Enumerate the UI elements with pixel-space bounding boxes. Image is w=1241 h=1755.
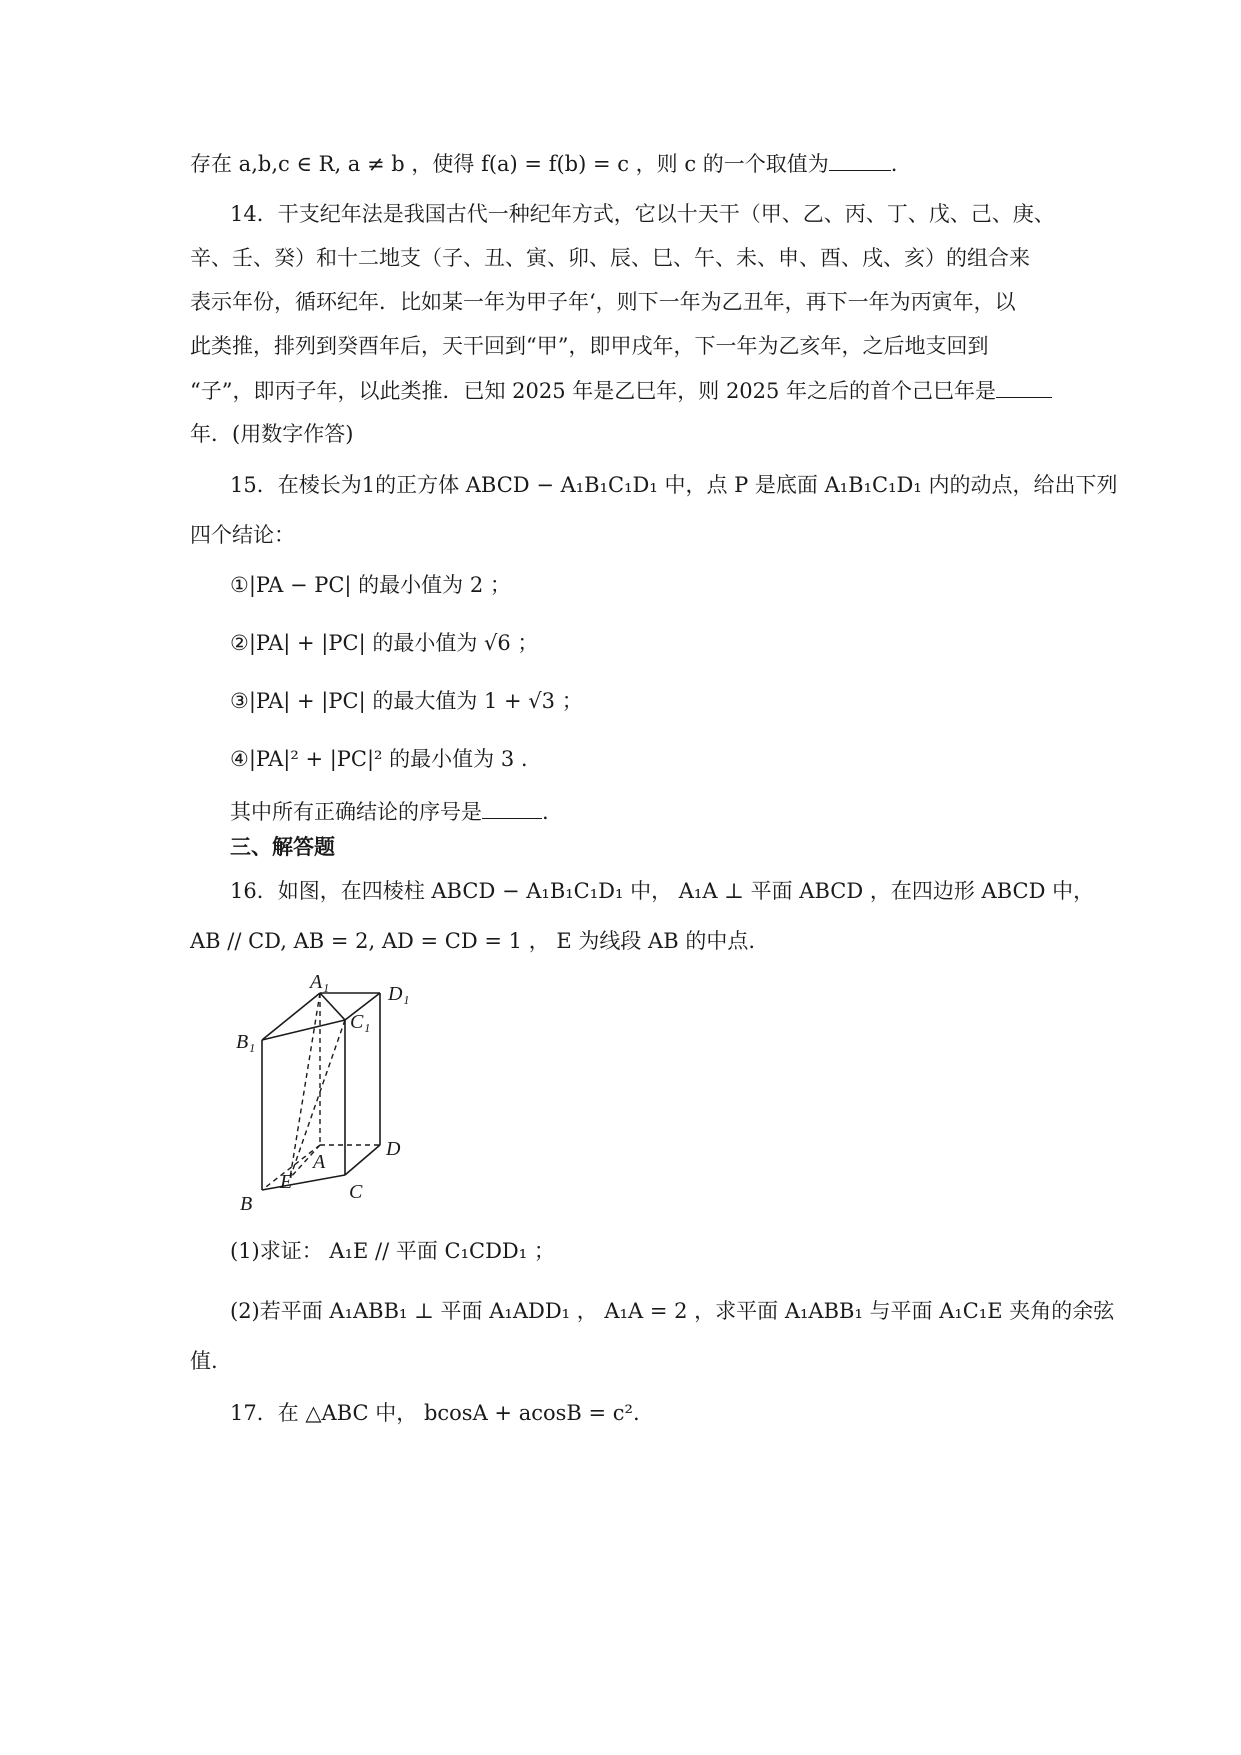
q15-conclusion-2: ②|PA| + |PC| 的最小值为 √6 ； [230,631,539,655]
label-D: D [386,1138,401,1160]
section-heading-3: 三、解答题 [230,835,335,859]
label-D1: D₁ [388,983,410,1005]
q17-line-1: 17．在 △ABC 中， bcosA + acosB = c². [230,1401,640,1425]
answer-blank-13 [829,148,891,171]
q16-part-1: (1)求证： A₁E // 平面 C₁CDD₁ ； [230,1239,555,1263]
q14-line-3: 表示年份，循环纪年．比如某一年为甲子年‘，则下一年为乙丑年，再下一年为丙寅年，以 [190,290,1016,314]
q16-part-2-line-2: 值. [190,1349,218,1373]
q15-conclusion-4: ④|PA|² + |PC|² 的最小值为 3 . [230,747,528,771]
q16-line-2: AB // CD, AB = 2, AD = CD = 1 ， E 为线段 AB 的中点. [190,929,755,953]
q14-line-2: 辛、壬、癸）和十二地支（子、丑、寅、卯、辰、巳、午、未、申、酉、戌、亥）的组合来 [190,246,1030,270]
q15-conclusion-3: ③|PA| + |PC| 的最大值为 1 + √3 ； [230,689,583,713]
label-A1: A₁ [310,975,330,993]
label-C1: C₁ [350,1011,371,1033]
q13-text: 存在 a,b,c ∈ R, a ≠ b ，使得 f(a) = f(b) = c ，则 c 的一个取值为 [190,152,829,176]
answer-blank-15 [482,796,542,819]
prism-figure [230,975,450,1225]
q14-line-4: 此类推，排列到癸酉年后，天干回到“甲”，即甲戌年，下一年为乙亥年，之后地支回到 [190,334,989,358]
q16-part-2-line-1: (2)若平面 A₁ABB₁ ⊥ 平面 A₁ADD₁ ， A₁A = 2 ，求平面 A₁ABB₁ 与平面 A₁C₁E 夹角的余弦 [230,1299,1115,1323]
label-C: C [349,1181,363,1203]
q15-line-2: 四个结论： [190,523,295,547]
q14-line-6: 年．(用数字作答) [190,422,354,446]
q13-continuation: 存在 a,b,c ∈ R, a ≠ b ，使得 f(a) = f(b) = c ，则 c 的一个取值为 . [190,148,1070,179]
label-E: E [280,1171,293,1193]
label-B1: B₁ [236,1031,256,1053]
q15-line-1: 15．在棱长为1的正方体 ABCD − A₁B₁C₁D₁ 中，点 P 是底面 A₁B₁C₁D₁ 内的动点，给出下列 [230,473,1118,497]
q14-line-1: 14．干支纪年法是我国古代一种纪年方式，它以十天干（甲、乙、丙、丁、戊、己、庚、 [230,202,1055,226]
label-B: B [240,1193,253,1215]
q16-line-1: 16．如图，在四棱柱 ABCD − A₁B₁C₁D₁ 中， A₁A ⊥ 平面 ABCD ，在四边形 ABCD 中， [230,879,1095,903]
q15-conclusion-1: ①|PA − PC| 的最小值为 2 ； [230,573,511,597]
answer-blank-14 [996,375,1052,398]
q15-ask: 其中所有正确结论的序号是 . [230,796,1110,827]
label-A: A [313,1151,326,1173]
q14-line-5: “子”，即丙子年，以此类推．已知 2025 年是乙巳年，则 2025 年之后的首个己巳年是 [190,375,1070,406]
